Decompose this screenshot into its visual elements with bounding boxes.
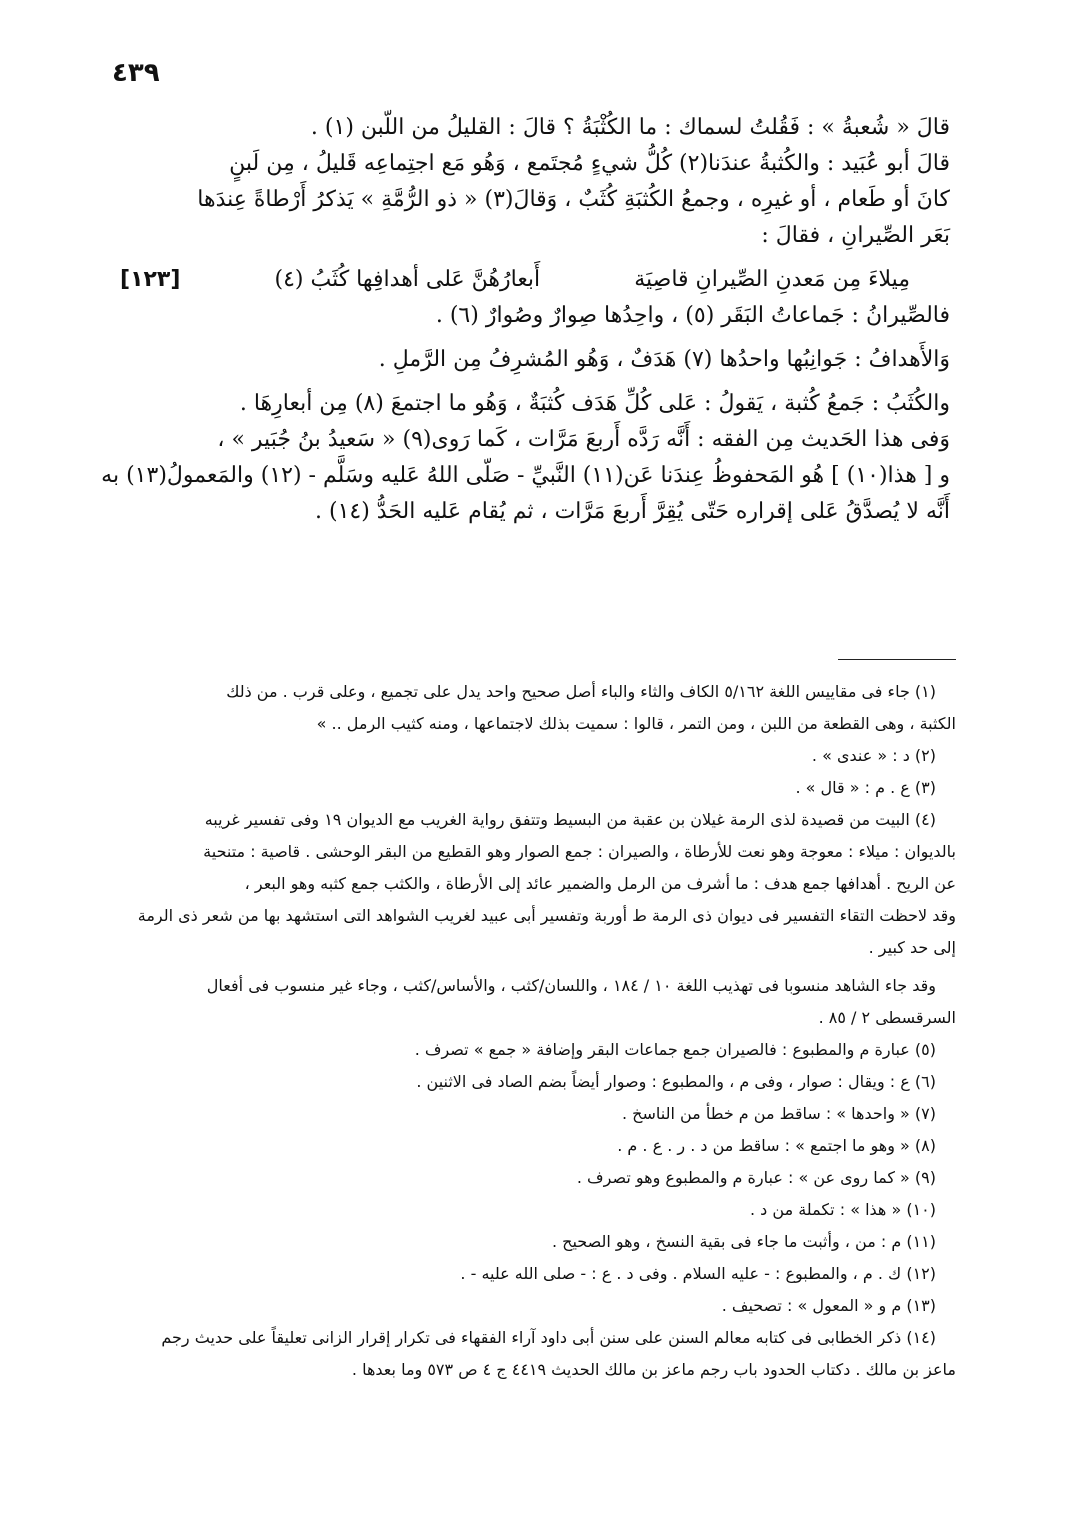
text-line: و [ هذا(١٠) ] هُو المَحفوظُ عِندَنا عَن(١١) النَّبيِّ - صَلّى اللهُ عَليه وسَلَّم - (١٢) والمَعمولُ(١٣) به	[101, 463, 950, 488]
footnote-line: الكثبة ، وهى القطعة من اللبن ، ومن التمر ، قالوا : سميت بذلك لاجتماعها ، ومنه كثيب الرمل .. »	[316, 714, 956, 733]
verse-first-hemistich: مِيلاءَ مِن مَعدنِ الصِّيرانِ قاصِيَة	[634, 267, 910, 292]
footnote-line: (١١) م : من ، وأثبت ما جاء فى بقية النسخ ، وهو الصحيح .	[551, 1232, 936, 1251]
footnote-line: (٢) د : « عندى » .	[811, 746, 936, 765]
footnote-line: السرقسطى ٢ / ٨٥ .	[818, 1008, 956, 1027]
text-line: وَالأَهدافُ : جَوانِبُها واحدُها (٧) هَدَفٌ ، وَهُو المُشرِفُ مِن الرَّملِ .	[378, 347, 950, 372]
page-number: ٤٣٩	[112, 58, 160, 88]
footnote-line: بالديوان : ميلاء : معوجة وهو نعت للأرطاة ، والصيران : جمع الصوار وهو القطيع من البقر الوحشى . قاصية : متنحية	[203, 842, 956, 861]
text-line: كانَ أو طَعام ، أو غيرِه ، وجمعُ الكُثبَةِ كُثَبٌ ، وَقالَ(٣) « ذو الرُّمَّةِ » يَذكرُ أَرْطاةً عِندَها	[197, 187, 950, 212]
footnote-line: (٨) « وهو ما اجتمع » : ساقط من د . ر . ع . م .	[617, 1136, 936, 1155]
text-line: قالَ أبو عُبَيد : والكُثبةُ عندَنا(٢) كُلُّ شيءٍ مُجتَمع ، وَهُو مَع اجتِماعِه قَليلُ ، مِن لَبنٍ	[229, 151, 950, 176]
footnotes	[110, 676, 956, 1386]
footnote-line: (١٣) م و « المعول » : تصحيف .	[721, 1296, 936, 1315]
footnote-line: (٥) عبارة م والمطبوع : فالصيران جمع جماعات البقر وإضافة « جمع » تصرف .	[414, 1040, 936, 1059]
footnote-separator	[838, 659, 956, 660]
text-line: وَفى هذا الحَديث مِن الفقه : أَنَّه رَدَّه أَربعَ مَرَّات ، كَما رَوى(٩) « سَعيدُ بنُ جُبَير » ،	[217, 427, 950, 452]
text-line: أَنَّه لا يُصدَّقُ عَلى إقراره حَتّى يُقِرَّ أَربعَ مَرَّات ، ثم يُقام عَليه الحَدُّ (١٤) .	[314, 499, 950, 524]
footnote-line: (١٠) « هذا » : تكملة من د .	[750, 1200, 936, 1219]
footnote-line: (٦) ع : ويقال : صوار ، وفى م ، والمطبوع : وصوار أيضاً بضم الصاد فى الاثنين .	[416, 1072, 936, 1091]
footnote-line: ماعز بن مالك . دكتاب الحدود باب رجم ماعز بن مالك الحديث ٤٤١٩ ج ٤ ص ٥٧٣ وما بعدها .	[351, 1360, 956, 1379]
footnote-line: (٧) « واحدها » : ساقط من م خطأ من الناسخ .	[621, 1104, 936, 1123]
footnote-line: (١٤) ذكر الخطابى فى كتابه معالم السنن على سنن أبى داود آراء الفقهاء فى تكرار إقرار الزانى تعليقاً على حديث رجم	[161, 1328, 936, 1347]
footnote-line: عن الريح . أهدافها جمع هدف : ما أشرف من الرمل والضمير عائد إلى الأرطاة ، والكثب جمع كثبه وهو البعر ،	[244, 874, 956, 893]
text-line: بَعَر الصِّيرانِ ، فقالَ :	[761, 223, 950, 248]
text-line: والكُثَبُ : جَمعُ كُثبة ، يَقولُ : عَلى كُلِّ هَدَف كُثبَةٌ ، وَهُو ما اجتمعَ (٨) مِن أبعارِهَا .	[239, 391, 950, 416]
poetry-verse	[120, 262, 950, 298]
footnote-line: (١٢) ك . م ، والمطبوع : - عليه السلام . وفى د . ع : - صلى الله عليه - .	[460, 1264, 936, 1283]
text-line: قالَ « شُعبةُ » : فَقُلتُ لسماك : ما الكُثْبَةُ ؟ قالَ : القليلُ من اللّبن (١) .	[310, 115, 950, 140]
footnote-line: (٩) « كما روى عن » : عبارة م والمطبوع وهو تصرف .	[576, 1168, 936, 1187]
verse-second-hemistich: أَبعارُهُنَّ عَلى أهدافِها كُثَبُ (٤)	[274, 267, 541, 292]
main-text	[101, 110, 950, 530]
footnote-line: وقد جاء الشاهد منسوبا فى تهذيب اللغة ١٠ / ١٨٤ ، واللسان/كثب ، والأساس/كثب ، وجاء غير منسوب فى أفعال	[206, 976, 936, 995]
text-line: فالصِّيرانُ : جَماعاتُ البَقَر (٥) ، واحِدُها صِوارٌ وصُوارٌ (٦) .	[435, 303, 950, 328]
footnote-line: وقد لاحظت التقاء التفسير فى ديوان ذى الرمة ط أوربة وتفسير أبى عبيد لغريب الشواهد التى استشهد بها من شعر ذى الرمة	[137, 906, 956, 925]
footnote-line: (٤) البيت من قصيدة لذى الرمة غيلان بن عقبة من البسيط وتتفق رواية الغريب مع الديوان ١٩ وفى تفسير غريبه	[204, 810, 936, 829]
footnote-line: (١) جاء فى مقاييس اللغة ٥/١٦٢ الكاف والثاء والباء أصل صحيح واحد يدل على تجميع ، وعلى قرب . من ذلك	[226, 682, 936, 701]
footnote-line: (٣) ع . م : « قال » .	[795, 778, 936, 797]
verse-number-marker: [١٢٣]	[120, 267, 181, 292]
footnote-line: إلى حد كبير .	[868, 938, 956, 957]
